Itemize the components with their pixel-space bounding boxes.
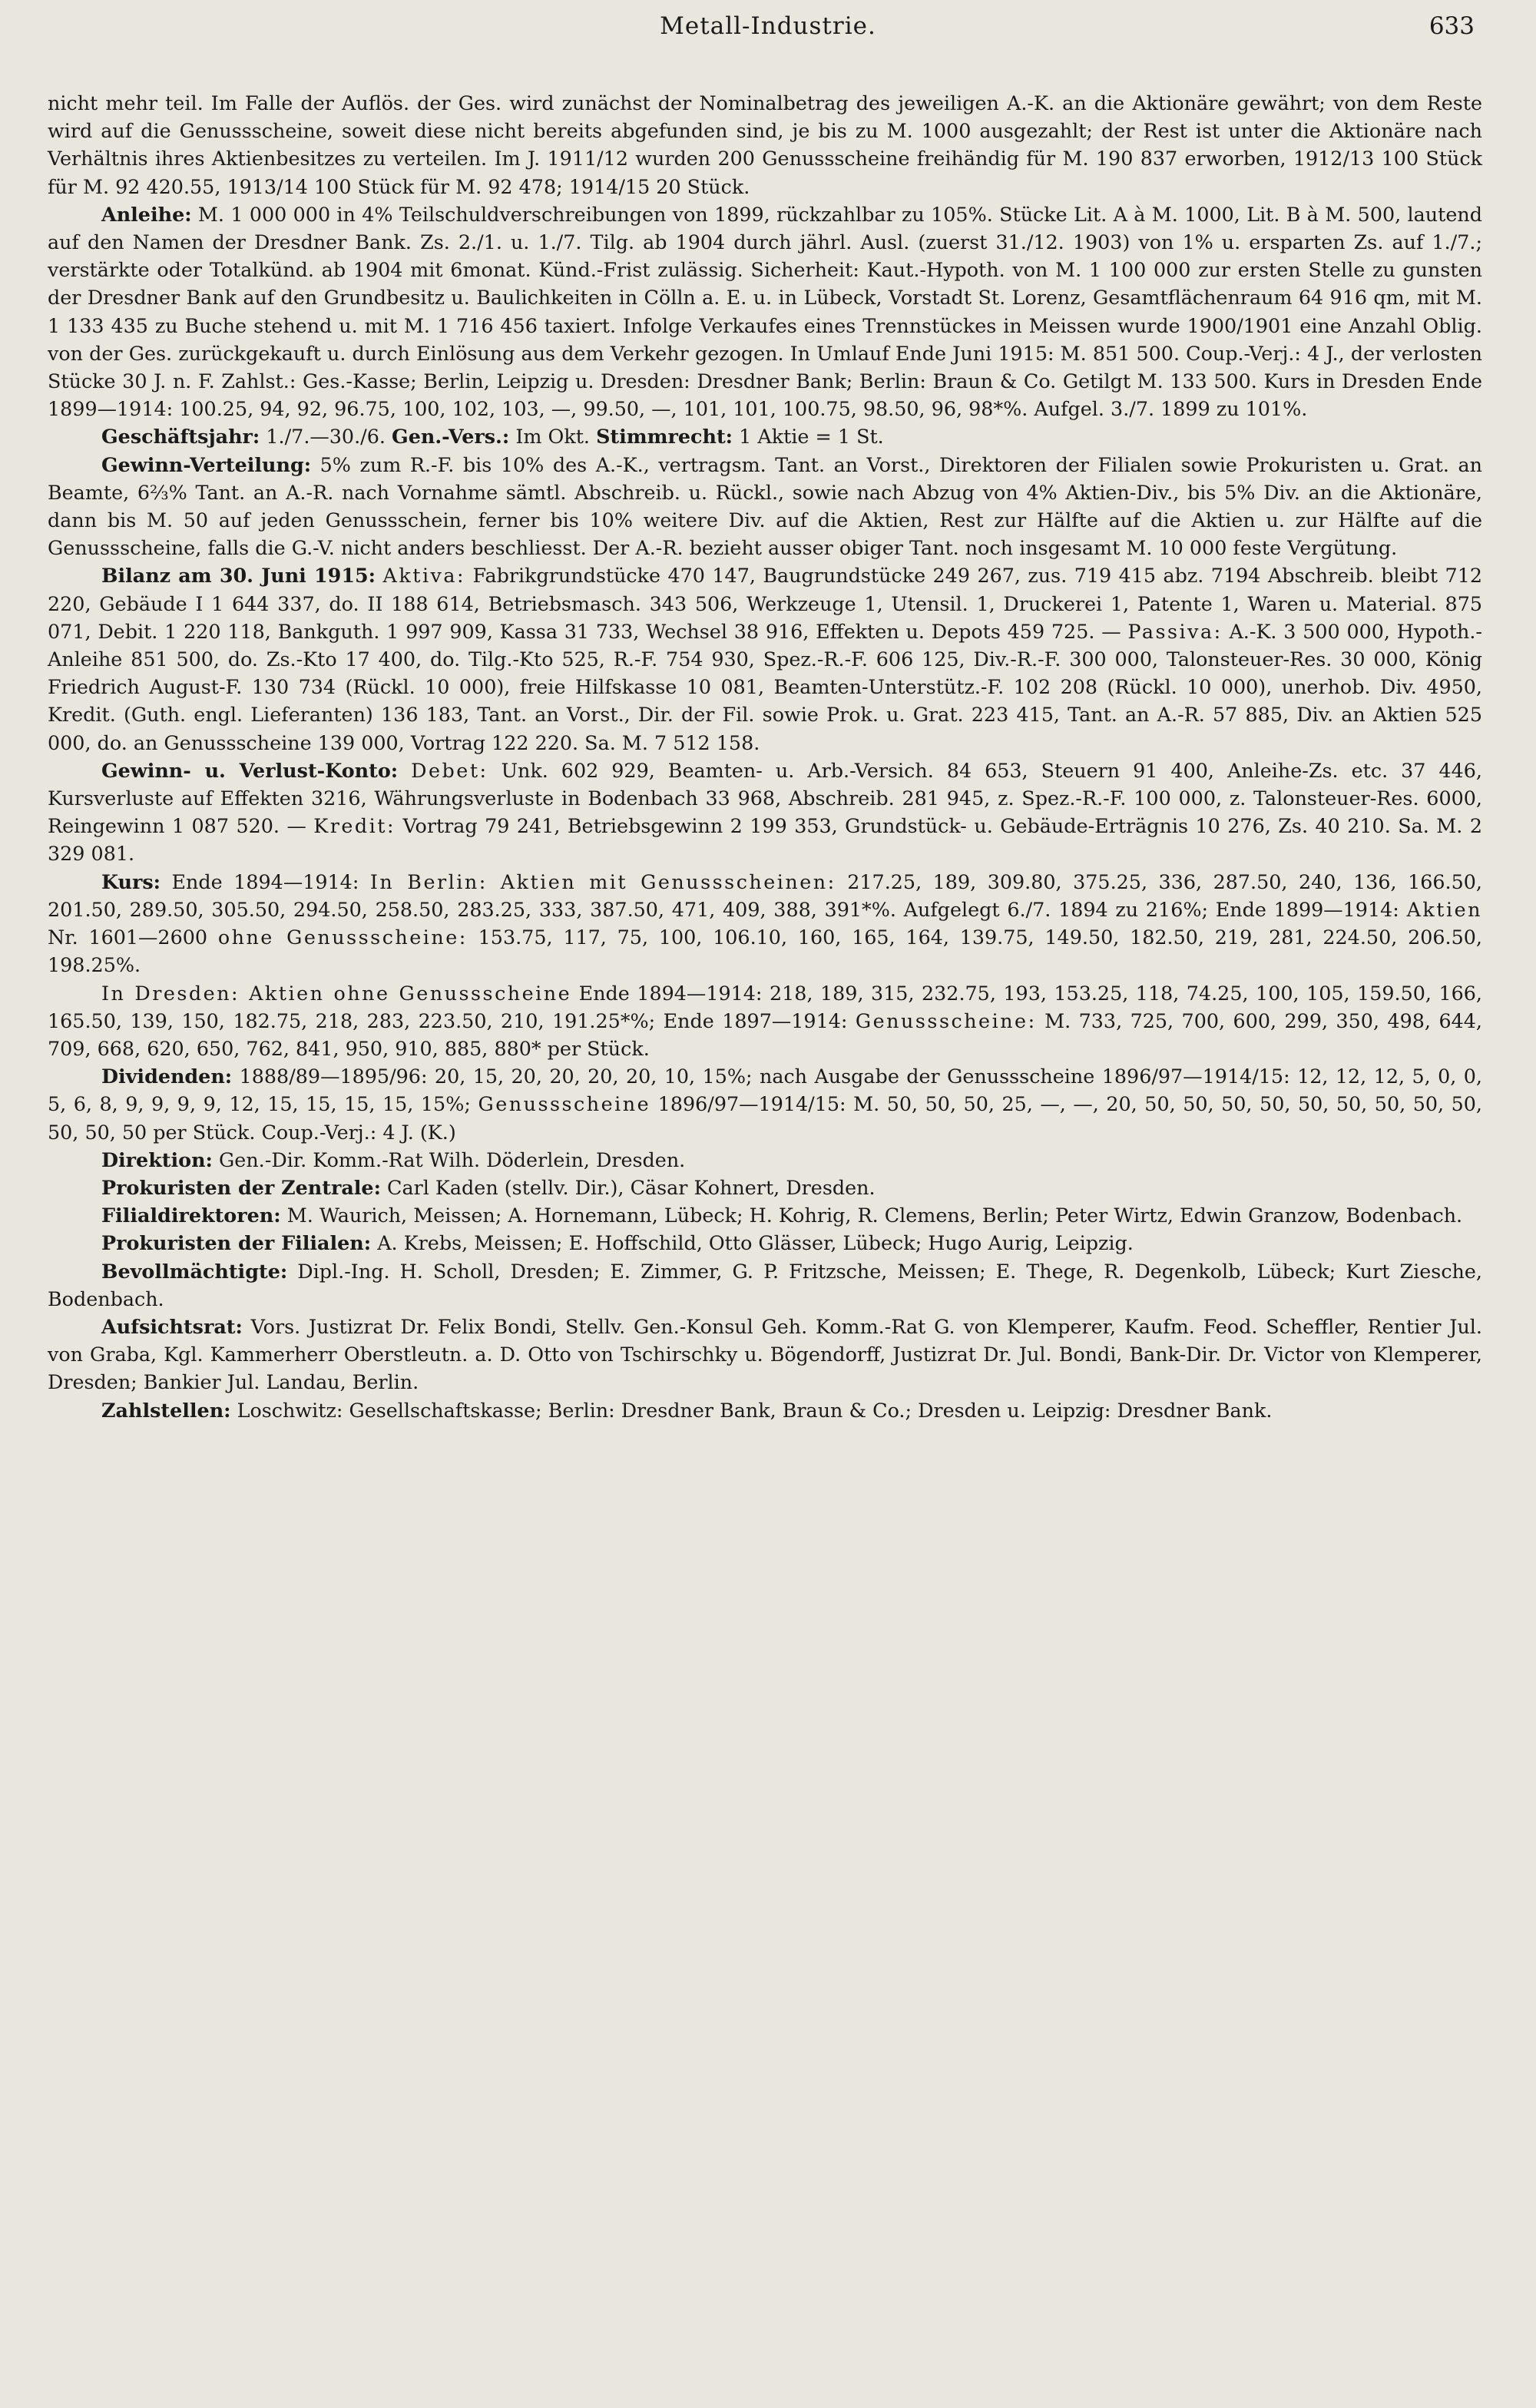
paragraph-gewinn-verlust [48, 757, 1482, 868]
paragraph-text: M. 733, 725, 700, 600, 299, 350, 498, 644, 709, 668, 620, 650, 762, 841, 950, 910, 885, 880* per Stück. [48, 1009, 1482, 1060]
section-heading: Direktion: [101, 1148, 213, 1171]
section-heading: Bilanz am 30. Juni 1915: [101, 564, 376, 588]
paragraph-text: 5% zum R.-F. bis 10% des A.-K., vertragsm. Tant. an Vorst., Direktoren der Filialen sowie Prokuristen u. Grat. an Beamte, 6⅔% Tant. an A.-R. nach Vornahme sämtl. Abschreib. u. Rückl., sowie nach Abzug von 4% Aktien-Div., bis 5% Div. an die Aktionäre, dann bis M. 50 auf jeden Genussschein, ferner bis 10% weitere Div. auf die Aktien, Rest zur Hälfte auf die Aktien u. zur Hälfte auf die Genussscheine, falls die G.-V. nicht anders beschliesst. Der A.-R. bezieht ausser obiger Tant. noch insgesamt M. 10 000 feste Vergütung. [48, 452, 1482, 560]
spaced-label: In Dresden: Aktien ohne Genussscheine [101, 981, 572, 1005]
spaced-label: Passiva: [1127, 619, 1223, 643]
paragraph-bevollmaechtigte [48, 1257, 1482, 1313]
paragraph-text: Vors. Justizrat Dr. Felix Bondi, Stellv. Gen.-Konsul Geh. Komm.-Rat G. von Klemperer, Kaufm. Feod. Scheffler, Rentier Jul. von Graba, Kgl. Kammerherr Oberstleutn. a. D. Otto von Tschirschky u. Bögendorff, Justizrat Dr. Jul. Bondi, Bank-Dir. Dr. Victor von Klemperer, Dresden; Bankier Jul. Landau, Berlin. [48, 1314, 1482, 1394]
paragraph-text: Unk. 602 929, Beamten- u. Arb.-Versich. 84 653, Steuern 91 400, Anleihe-Zs. etc. 37 446, Kursverluste auf Effekten 3216, Währungsverluste in Bodenbach 33 968, Abschreib. 281 945, z. Spez.-R.-F. 100 000, z. Talonsteuer-Res. 6000, Reingewinn 1 087 520. — [48, 758, 1482, 838]
paragraph-text: Carl Kaden (stellv. Dir.), Cäsar Kohnert, Dresden. [380, 1175, 876, 1199]
paragraph-text: 217.25, 189, 309.80, 375.25, 336, 287.50, 240, 136, 166.50, 201.50, 289.50, 305.50, 294.50, 258.50, 283.25, 333, 387.50, 471, 409, 388, 391*%. Aufgelegt 6./7. 1894 zu 216%; Ende 1899—1914: [48, 869, 1482, 921]
spaced-label: Aktien [1406, 897, 1482, 921]
paragraph-geschaeftsjahr [48, 422, 1482, 450]
section-heading: Aufsichtsrat: [101, 1314, 243, 1338]
paragraph-text: Nr. 1601—2600 [48, 926, 218, 949]
paragraph-anleihe [48, 200, 1482, 423]
paragraph-text: A.-K. 3 500 000, Hypoth.-Anleihe 851 500, do. Zs.-Kto 17 400, do. Tilg.-Kto 525, R.-F. 754 930, Spez.-R.-F. 606 125, Div.-R.-F. 300 000, Talonsteuer-Res. 30 000, König Friedrich August-F. 130 734 (Rückl. 10 000), freie Hilfskasse 10 081, Beamten-Unterstütz.-F. 102 208 (Rückl. 10 000), unerhob. Div. 4950, Kredit. (Guth. engl. Lieferanten) 136 183, Tant. an Vorst., Dir. der Fil. sowie Prok. u. Grat. 223 415, Tant. an A.-R. 57 885, Div. an Aktien 525 000, do. an Genussscheine 139 000, Vortrag 122 220. Sa. M. 7 512 158. [48, 619, 1483, 754]
section-heading: Prokuristen der Zentrale: [101, 1175, 381, 1199]
paragraph-text: M. 1 000 000 in 4% Teilschuldverschreibungen von 1899, rückzahlbar zu 105%. Stücke Lit. A à M. 1000, Lit. B à M. 500, lautend auf den Namen der Dresdner Bank. Zs. 2./1. u. 1./7. Tilg. ab 1904 durch jährl. Ausl. (zuerst 31./12. 1903) von 1% u. ersparten Zs. auf 1./7.; verstärkte oder Totalkünd. ab 1904 mit 6monat. Künd.-Frist zulässig. Sicherheit: Kaut.-Hypoth. von M. 1 100 000 zur ersten Stelle zu gunsten der Dresdner Bank auf den Grundbesitz u. Baulichkeiten in Cölln a. E. u. in Lübeck, Vorstadt St. Lorenz, Gesamtflächenraum 64 916 qm, mit M. 1 133 435 zu Buche stehend u. mit M. 1 716 456 taxiert. Infolge Verkaufes eines Trennstückes in Meissen wurde 1900/1901 eine Anzahl Oblig. von der Ges. zurückgekauft u. durch Einlösung aus dem Verkehr gezogen. In Umlauf Ende Juni 1915: M. 851 500. Coup.-Verj.: 4 J., der verlosten Stücke 30 J. n. F. Zahlst.: Ges.-Kasse; Berlin, Leipzig u. Dresden: Dresdner Bank; Berlin: Braun & Co. Getilgt M. 133 500. Kurs in Dresden Ende 1899—1914: 100.25, 94, 92, 96.75, 100, 102, 103, —, 99.50, —, 101, 101, 100.75, 98.50, 96, 98*%. Aufgel. 3./7. 1899 zu 101%. [48, 202, 1482, 421]
paragraph-text: Dipl.-Ing. H. Scholl, Dresden; E. Zimmer, G. P. Fritzsche, Meissen; E. Thege, R. Degenkolb, Lübeck; Kurt Ziesche, Bodenbach. [48, 1259, 1482, 1310]
section-heading: Filialdirektoren: [101, 1204, 281, 1227]
spaced-label: Genussscheine: [855, 1009, 1037, 1032]
paragraph-text: 1896/97—1914/15: M. 50, 50, 50, 25, —, —, 20, 50, 50, 50, 50, 50, 50, 50, 50, 50, 50, 50, 50 per Stück. Coup.-Verj.: 4 J. (K.) [48, 1092, 1482, 1144]
paragraph-bilanz [48, 561, 1482, 756]
paragraph-text: A. Krebs, Meissen; E. Hoffschild, Otto Glässer, Lübeck; Hugo Aurig, Leipzig. [371, 1231, 1134, 1255]
section-heading: Gewinn-Verteilung: [101, 452, 312, 476]
paragraph-text: Gen.-Dir. Komm.-Rat Wilh. Döderlein, Dresden. [212, 1148, 686, 1171]
paragraph-text: 1./7.—30./6. [260, 425, 392, 449]
paragraph-kurs [48, 868, 1482, 979]
running-head: Metall-Industrie. [660, 12, 876, 40]
section-heading: Gen.-Vers.: [392, 425, 510, 449]
paragraph-text: nicht mehr teil. Im Falle der Auflös. der Ges. wird zunächst der Nominalbetrag des jeweiligen A.-K. an die Aktionäre gewährt; von dem Reste wird auf die Genussscheine, soweit diese nicht bereits abgefunden sind, je bis zu M. 1000 ausgezahlt; der Rest ist unter die Aktionäre nach Verhältnis ihres Aktienbesitzes zu verteilen. Im J. 1911/12 wurden 200 Genussscheine freihändig für M. 190 837 erworben, 1912/13 100 Stück für M. 92 420.55, 1913/14 100 Stück für M. 92 478; 1914/15 20 Stück. [48, 91, 1482, 198]
paragraph-dividenden [48, 1062, 1482, 1146]
section-heading: Prokuristen der Filialen: [101, 1231, 372, 1255]
paragraph-aufsichtsrat [48, 1313, 1482, 1396]
spaced-label: Debet: [411, 758, 488, 782]
section-heading: Bevollmächtigte: [101, 1259, 288, 1283]
spaced-label: Genussscheine [478, 1092, 651, 1116]
paragraph-text: Fabrikgrundstücke 470 147, Baugrundstücke 249 267, zus. 719 415 abz. 7194 Abschreib. bleibt 712 220, Gebäude I 1 644 337, do. II 188 614, Betriebsmasch. 343 506, Werkzeuge 1, Utensil. 1, Druckerei 1, Patente 1, Waren u. Material. 875 071, Debit. 1 220 118, Bankguth. 1 997 909, Kassa 31 733, Wechsel 38 916, Effekten u. Depots 459 725. — [48, 564, 1483, 643]
section-heading: Geschäftsjahr: [101, 425, 260, 449]
spaced-label: Aktiva: [382, 564, 466, 588]
paragraph-text: Ende 1894—1914: [161, 869, 370, 893]
section-heading: Gewinn- u. Verlust-Konto: [101, 758, 399, 782]
spaced-label: Kredit: [313, 814, 396, 838]
section-heading: Zahlstellen: [101, 1398, 231, 1422]
section-heading: Anleihe: [101, 202, 192, 226]
paragraph-text: Loschwitz: Gesellschaftskasse; Berlin: Dresdner Bank, Braun & Co.; Dresden u. Leipzig: Dresdner Bank. [230, 1398, 1273, 1422]
page-header [46, 12, 1490, 51]
paragraph-text: M. Waurich, Meissen; A. Hornemann, Lübeck; H. Kohrig, R. Clemens, Berlin; Peter Wirtz, Edwin Granzow, Bodenbach. [280, 1204, 1463, 1227]
paragraph-liquidation [48, 89, 1482, 200]
paragraph-gewinn-verteilung [48, 451, 1482, 562]
paragraph-prokuristen-filialen [48, 1229, 1482, 1257]
paragraph-direktion [48, 1146, 1482, 1174]
paragraph-text: 1888/89—1895/96: 20, 15, 20, 20, 20, 20, 10, 15%; nach Ausgabe der Genussscheine 1896/97—1914/15: 12, 12, 12, 5, 0, 0, 5, 6, 8, 9, 9, 9, 9, 12, 15, 15, 15, 15, 15%; [48, 1065, 1482, 1116]
spaced-label: In Berlin: Aktien mit Genussscheinen: [369, 869, 836, 893]
paragraph-text: Im Okt. [509, 425, 597, 449]
paragraph-zahlstellen [48, 1396, 1482, 1424]
paragraph-prokuristen-zentrale [48, 1174, 1482, 1201]
page-number: 633 [1428, 12, 1475, 40]
paragraph-text: 153.75, 117, 75, 100, 106.10, 160, 165, 164, 139.75, 149.50, 182.50, 219, 281, 224.50, 206.50, 198.25%. [48, 926, 1482, 977]
spaced-label: ohne Genussscheine: [217, 926, 468, 949]
body-text [48, 89, 1482, 1424]
section-heading: Dividenden: [101, 1065, 233, 1088]
paragraph-text: Vortrag 79 241, Betriebsgewinn 2 199 353, Grundstück- u. Gebäude-Erträgnis 10 276, Zs. 40 210. Sa. M. 2 329 081. [48, 814, 1482, 866]
paragraph-kurs-dresden [48, 979, 1482, 1063]
paragraph-text: 1 Aktie = 1 St. [733, 425, 884, 449]
section-heading: Stimmrecht: [596, 425, 733, 449]
paragraph-text: Ende 1894—1914: 218, 189, 315, 232.75, 193, 153.25, 118, 74.25, 100, 105, 159.50, 166, 165.50, 139, 150, 182.75, 218, 283, 223.50, 210, 191.25*%; Ende 1897—1914: [48, 981, 1482, 1032]
paragraph-filialdirektoren [48, 1201, 1482, 1229]
section-heading: Kurs: [101, 869, 161, 893]
